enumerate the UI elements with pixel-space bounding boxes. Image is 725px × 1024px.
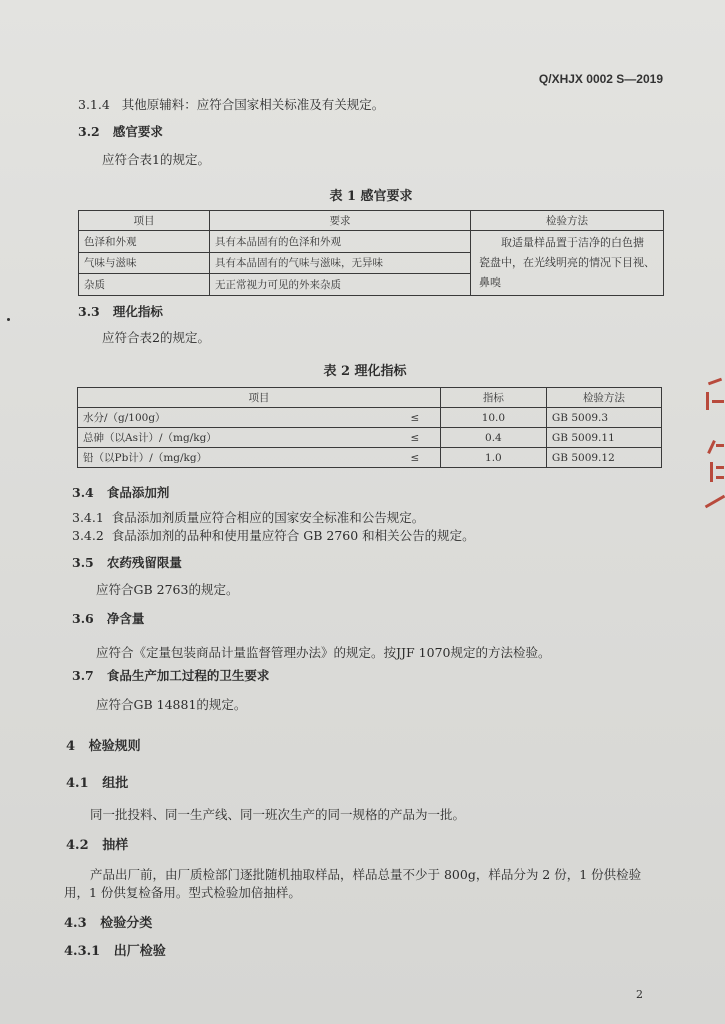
method-line: 鼻嗅 (479, 276, 501, 289)
header-method: 检验方法 (546, 388, 661, 408)
doc-code-header: Q/XHJX 0002 S—2019 (538, 72, 663, 86)
cell-method: GB 5009.12 (546, 448, 661, 468)
heading-title: 组批 (102, 776, 129, 791)
heading-4-1 (66, 772, 128, 791)
clause-number: 3.4.2 (72, 528, 104, 543)
cell-item: 气味与滋味 (79, 252, 210, 274)
clause-number: 3.1.4 (78, 97, 110, 112)
cell-method (471, 231, 664, 296)
clause-text: 其他原辅料：应符合国家相关标准及有关规定。 (121, 97, 385, 112)
cell-operator: ≤ (390, 408, 441, 428)
table-sensory (78, 210, 664, 296)
header-requirement: 要求 (210, 211, 471, 231)
header-method: 检验方法 (471, 211, 664, 231)
heading-number: 3.4 (72, 485, 94, 500)
cell-operator: ≤ (390, 448, 441, 468)
heading-3-3 (78, 302, 163, 320)
clause-3-4-1 (72, 508, 424, 526)
table-physicochemical (77, 387, 662, 468)
body-3-5: 应符合GB 2763的规定。 (96, 582, 239, 597)
heading-title: 感官要求 (112, 124, 163, 139)
heading-title: 检验规则 (88, 739, 141, 754)
heading-title: 理化指标 (112, 304, 163, 319)
cell-requirement: 具有本品固有的气味与滋味，无异味 (210, 252, 471, 274)
heading-3-7 (72, 666, 269, 684)
method-line: 瓷盘中，在光线明亮的情况下目视、 (479, 256, 655, 269)
heading-number: 4.3.1 (64, 944, 101, 959)
header-item: 项目 (79, 211, 210, 231)
cell-requirement: 具有本品固有的色泽和外观 (210, 231, 471, 253)
heading-3-6 (72, 609, 144, 627)
body-4-2-line1: 产品出厂前，由厂质检部门逐批随机抽取样品，样品总量不少于 800g，样品分为 2 份，1 份供检验 (90, 867, 642, 882)
cell-value: 10.0 (440, 408, 546, 428)
cell-value: 0.4 (440, 428, 546, 448)
table1-caption: 表 1 感官要求 (329, 189, 413, 204)
table-header-row (78, 388, 662, 408)
heading-number: 3.6 (72, 611, 94, 626)
cell-item: 铅（以Pb计）/（mg/kg） (78, 448, 390, 468)
heading-number: 3.5 (72, 555, 94, 570)
cell-item: 杂质 (79, 274, 210, 296)
heading-title: 食品添加剂 (106, 485, 170, 500)
table-row (78, 408, 662, 428)
heading-title: 检验分类 (100, 916, 153, 931)
cell-method: GB 5009.11 (546, 428, 661, 448)
cell-value: 1.0 (440, 448, 546, 468)
heading-3-5 (72, 553, 182, 571)
header-item: 项目 (78, 388, 441, 408)
table-row (78, 448, 662, 468)
heading-title: 食品生产加工过程的卫生要求 (106, 668, 270, 683)
heading-4-2 (66, 834, 128, 853)
body-3-7: 应符合GB 14881的规定。 (96, 697, 247, 712)
heading-4 (66, 735, 141, 754)
clause-text: 食品添加剂的品种和使用量应符合 GB 2760 和相关公告的规定。 (111, 528, 475, 543)
heading-title: 净含量 (106, 611, 145, 626)
method-line: 取适量样品置于洁净的白色搪 (501, 236, 644, 249)
heading-number: 4 (66, 739, 76, 754)
cell-item: 色泽和外观 (79, 231, 210, 253)
heading-number: 3.2 (78, 124, 100, 139)
heading-title: 出厂检验 (113, 944, 166, 959)
heading-number: 4.1 (66, 776, 89, 791)
body-4-2-line2: 用，1 份供复检备用。型式检验加倍抽样。 (64, 885, 301, 900)
heading-title: 抽样 (102, 838, 129, 853)
table2-caption: 表 2 理化指标 (323, 364, 407, 379)
table-row (78, 428, 662, 448)
cell-method: GB 5009.3 (546, 408, 661, 428)
scan-dot (7, 318, 10, 321)
body-3-2: 应符合表1的规定。 (102, 152, 210, 167)
page-number: 2 (636, 988, 643, 1001)
clause-text: 食品添加剂质量应符合相应的国家安全标准和公告规定。 (111, 510, 425, 525)
heading-number: 4.3 (64, 916, 87, 931)
cell-operator: ≤ (390, 428, 441, 448)
heading-3-2 (78, 122, 163, 140)
heading-4-3-1 (64, 940, 166, 959)
body-3-6: 应符合《定量包装商品计量监督管理办法》的规定。按JJF 1070规定的方法检验。 (96, 645, 551, 660)
heading-title: 农药残留限量 (106, 555, 182, 570)
heading-number: 3.7 (72, 668, 94, 683)
body-3-3: 应符合表2的规定。 (102, 330, 210, 345)
clause-3-1-4 (78, 95, 384, 113)
table-row (79, 231, 664, 253)
header-indicator: 指标 (440, 388, 546, 408)
heading-number: 4.2 (66, 838, 89, 853)
cell-item: 总砷（以As计）/（mg/kg） (78, 428, 390, 448)
cell-requirement: 无正常视力可见的外来杂质 (210, 274, 471, 296)
seal-stamp-fragment-icon (698, 370, 725, 530)
heading-number: 3.3 (78, 304, 100, 319)
body-4-1: 同一批投料、同一生产线、同一班次生产的同一规格的产品为一批。 (90, 807, 466, 822)
cell-item: 水分/（g/100g） (78, 408, 390, 428)
table-header-row (79, 211, 664, 231)
clause-number: 3.4.1 (72, 510, 104, 525)
heading-3-4 (72, 483, 169, 501)
clause-3-4-2 (72, 526, 475, 544)
heading-4-3 (64, 912, 152, 931)
